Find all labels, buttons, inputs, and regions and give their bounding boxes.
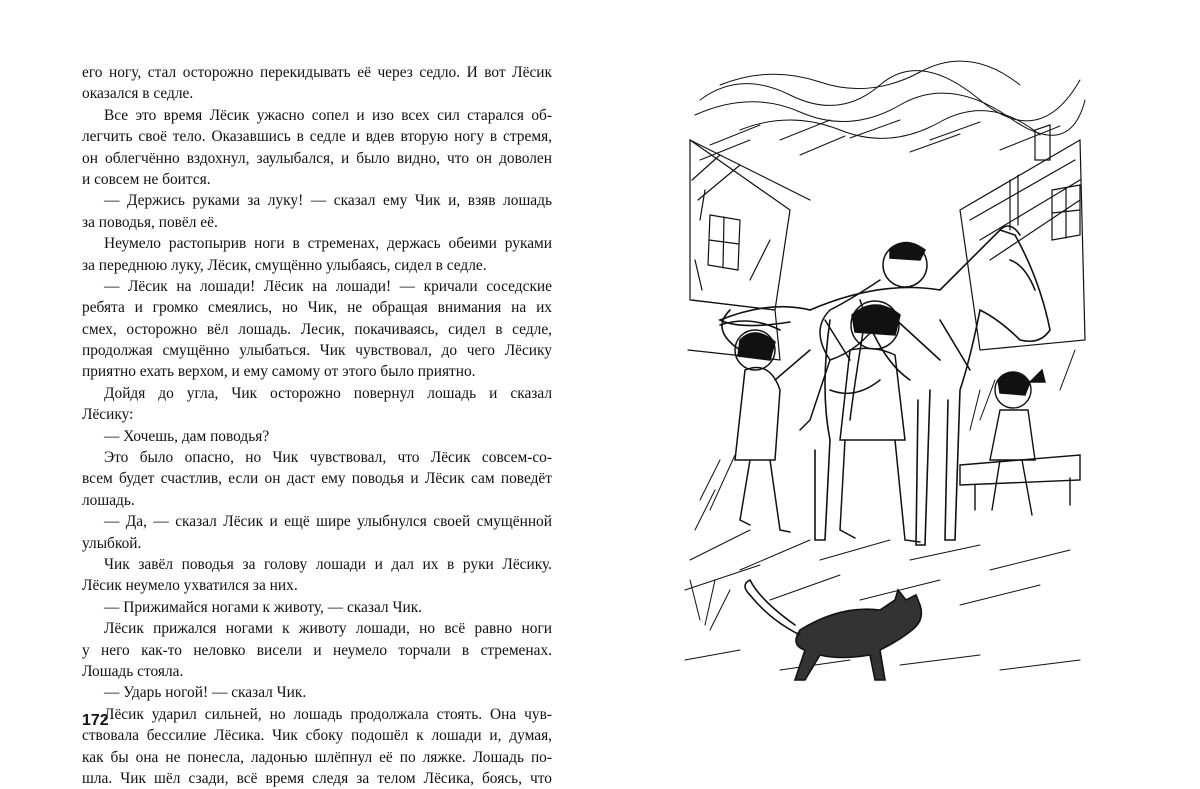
text-line: его ногу, стал осторожно перекидывать её через седло. И вот Лёсик bbox=[82, 64, 552, 81]
text-line: Все это время Лёсик ужасно сопел и изо всех сил старался об- bbox=[104, 106, 552, 124]
text-line: Лёсик неумело ухватился за них. bbox=[82, 577, 298, 595]
text-line: легчить своё тело. Оказавшись в седле и вдев вторую ногу в стремя, bbox=[82, 128, 552, 146]
text-line: Лёсик ударил сильней, но лошадь продолжала стоять. Она чув- bbox=[104, 705, 552, 723]
text-line: у него как-то неловко висели и неумело торчали в стременах. bbox=[82, 641, 552, 659]
text-line: Это было опасно, но Чик чувствовал, что Лёсик совсем-со- bbox=[104, 449, 552, 467]
text-line: — Ударь ногой! — сказал Чик. bbox=[104, 684, 307, 702]
text-line: лошадь. bbox=[82, 491, 135, 509]
boy-center bbox=[825, 301, 920, 542]
text-line: оказался в седле. bbox=[82, 85, 194, 103]
text-line: Чик завёл поводья за голову лошади и дал их в руки Лёсику. bbox=[104, 555, 552, 573]
text-line: всем будет счастлив, если он даст ему поводья и Лёсик сам поведёт bbox=[82, 470, 552, 488]
text-line: — Да, — сказал Лёсик и ещё шире улыбнулся своей смущённой bbox=[104, 513, 552, 531]
text-line: как бы она не понесла, ладонью шлёпнул её по ляжке. Лошадь по- bbox=[82, 748, 552, 766]
text-line: за поводья, повёл её. bbox=[82, 213, 218, 231]
text-line: — Хочешь, дам поводья? bbox=[104, 427, 270, 445]
text-line: он облегчённо вздохнул, заулыбался, и было видно, что он доволен bbox=[82, 149, 552, 167]
text-line: продолжая смущённо улыбаться. Чик чувствовал, до чего Лёсику bbox=[82, 342, 552, 360]
text-line: Лёсик прижался ногами к животу лошади, но всё равно ноги bbox=[104, 620, 552, 638]
boy-left bbox=[735, 330, 810, 532]
illustration-drawing bbox=[680, 60, 1090, 700]
text-line: Лошадь стояла. bbox=[82, 662, 184, 680]
text-line: Дойдя до угла, Чик осторожно повернул лошадь и сказал bbox=[104, 384, 552, 402]
sky-hatching bbox=[695, 61, 1085, 160]
text-line: Неумело растопырив ноги в стременах, держась обеими руками bbox=[104, 235, 552, 253]
rider bbox=[800, 243, 927, 431]
illustration bbox=[680, 60, 1090, 700]
cat bbox=[745, 580, 921, 680]
left-house bbox=[688, 140, 810, 360]
text-line: — Держись руками за луку! — сказал ему Чик и, взяв лошадь bbox=[104, 192, 552, 210]
text-line: — Лёсик на лошади! Лёсик на лошади! — кричали соседские bbox=[104, 277, 552, 295]
text-line: за переднюю луку, Лёсик, смущённо улыбаясь, сидел в седле. bbox=[82, 256, 487, 274]
text-line: смех, осторожно вёл лошадь. Лесик, покачиваясь, сидел в седле, bbox=[82, 320, 552, 338]
text-line: приятно ехать верхом, и ему самому от этого было приятно. bbox=[82, 363, 476, 381]
text-line: Лёсику: bbox=[82, 406, 134, 424]
girl-right bbox=[960, 370, 1080, 515]
page-number: 172 bbox=[82, 712, 109, 729]
text-line: и совсем не боится. bbox=[82, 170, 211, 188]
text-line: ребята и громко смеялись, но Чик, не обращая внимания на их bbox=[82, 299, 552, 317]
text-column bbox=[82, 62, 552, 789]
text-line: шла. Чик шёл сзади, всё время следя за телом Лёсика, боясь, что bbox=[82, 769, 552, 787]
text-line: ствовала бессилие Лёсика. Чик сбоку подошёл к лошади и, думая, bbox=[82, 727, 552, 745]
text-line: — Прижимайся ногами к животу, — сказал Чик. bbox=[104, 598, 423, 616]
text-line: улыбкой. bbox=[82, 534, 142, 552]
